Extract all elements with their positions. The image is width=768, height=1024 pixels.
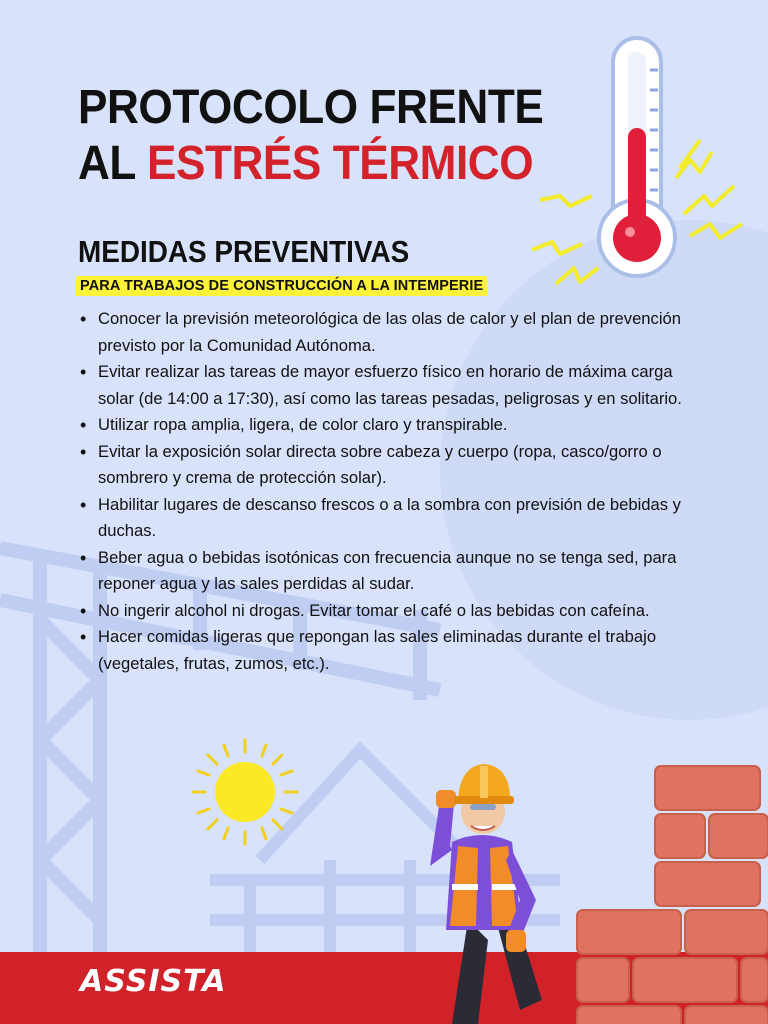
list-item: • Evitar la exposición solar directa sobre cabeza y cuerpo (ropa, casco/gorro o sombrero y crema de protección solar). <box>78 439 688 492</box>
section-tagline: PARA TRABAJOS DE CONSTRUCCIÓN A LA INTEMPERIE <box>76 276 487 296</box>
brick-wall-icon <box>577 766 768 1024</box>
worker-icon <box>430 764 542 1024</box>
list-item: • Hacer comidas ligeras que repongan las sales eliminadas durante el trabajo (vegetales, frutas, zumos, etc.). <box>78 624 688 677</box>
list-item: • Evitar realizar las tareas de mayor esfuerzo físico en horario de máxima carga solar (de 14:00 a 17:30), así como las tareas pesadas, peligrosas y en solitario. <box>78 359 688 412</box>
list-item: • Beber agua o bebidas isotónicas con frecuencia aunque no se tenga sed, para reponer agua y las sales perdidas al sudar. <box>78 545 688 598</box>
title-line-2-highlight: ESTRÉS TÉRMICO <box>146 137 534 190</box>
list-item: • Utilizar ropa amplia, ligera, de color claro y transpirable. <box>78 412 688 439</box>
list-item: • Habilitar lugares de descanso frescos o a la sombra con previsión de bebidas y duchas. <box>78 492 688 545</box>
title-line-2-prefix: AL <box>78 137 147 190</box>
list-item: • No ingerir alcohol ni drogas. Evitar tomar el café o las bebidas con cafeína. <box>78 598 688 625</box>
list-item: • Conocer la previsión meteorológica de las olas de calor y el plan de prevención previsto por la Comunidad Autónoma. <box>78 306 688 359</box>
section-heading: MEDIDAS PREVENTIVAS <box>78 234 410 269</box>
title-line-1: PROTOCOLO FRENTE <box>78 81 544 134</box>
brand-logo: ASSISTA <box>80 964 227 999</box>
